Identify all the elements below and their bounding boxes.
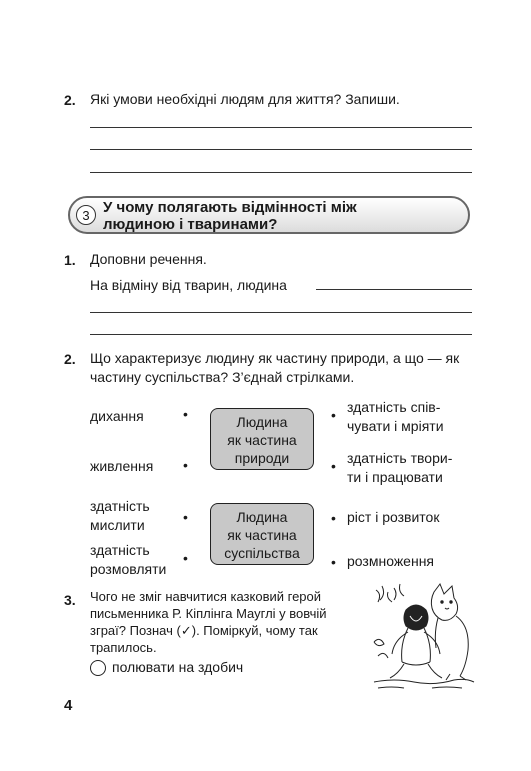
question-text-line: Чого не зміг навчитися казковий герой — [90, 589, 322, 604]
section-title-line: У чому полягають відмінності між — [103, 199, 357, 216]
matching-left-text: здатність — [90, 542, 150, 558]
matching-left-item — [90, 407, 144, 426]
mowgli-illustration — [372, 582, 477, 692]
box-text-line: Людина — [236, 509, 288, 525]
answer-line[interactable] — [90, 334, 472, 335]
question-text — [90, 588, 327, 656]
question-text — [90, 349, 459, 387]
matching-left-text: живлення — [90, 458, 154, 474]
box-text-line: Людина — [236, 414, 288, 430]
connection-dot[interactable]: • — [331, 554, 336, 570]
sentence-start: На відміну від тварин, людина — [90, 277, 287, 293]
box-text-line: природи — [234, 450, 290, 466]
answer-line[interactable] — [316, 289, 472, 290]
matching-right-item — [347, 552, 434, 571]
matching-right-item — [347, 398, 444, 436]
section-title — [103, 199, 357, 233]
question-text-line: частину суспільства? З’єднай стрілками. — [90, 369, 355, 385]
matching-right-item — [347, 508, 439, 527]
question-number: 3. — [64, 592, 76, 608]
matching-left-item — [90, 541, 166, 579]
answer-line[interactable] — [90, 312, 472, 313]
box-human-society[interactable] — [210, 503, 314, 565]
connection-dot[interactable]: • — [331, 407, 336, 423]
page-number: 4 — [64, 697, 73, 714]
matching-left-item — [90, 457, 153, 476]
option-radio[interactable] — [90, 660, 106, 676]
question-text: Доповни речення. — [90, 251, 207, 267]
matching-right-text: ти і працювати — [347, 469, 443, 485]
matching-left-text: мислити — [90, 517, 145, 533]
connection-dot[interactable]: • — [331, 458, 336, 474]
matching-right-text: розмноження — [347, 553, 435, 569]
connection-dot[interactable]: • — [183, 550, 188, 566]
box-text-line: суспільства — [224, 545, 300, 561]
answer-line[interactable] — [90, 127, 472, 128]
question-text-line: трапилось. — [90, 640, 157, 655]
matching-right-item — [347, 449, 452, 487]
connection-dot[interactable]: • — [183, 457, 188, 473]
answer-line[interactable] — [90, 149, 472, 150]
section-banner — [68, 196, 470, 234]
matching-right-text: здатність твори- — [347, 450, 453, 466]
question-number: 1. — [64, 252, 76, 268]
option-label: полювати на здобич — [112, 659, 244, 675]
answer-line[interactable] — [90, 172, 472, 173]
box-text-line: як частина — [227, 527, 297, 543]
box-text-line: як частина — [227, 432, 297, 448]
section-number-badge: 3 — [76, 205, 96, 225]
question-number: 2. — [64, 92, 76, 108]
question-number: 2. — [64, 351, 76, 367]
question-text-line: письменника Р. Кіплінга Мауглі у вовчій — [90, 606, 327, 621]
connection-dot[interactable]: • — [331, 510, 336, 526]
box-human-nature[interactable] — [210, 408, 314, 470]
matching-right-text: ріст і розвиток — [347, 509, 440, 525]
matching-left-item — [90, 497, 150, 535]
matching-left-text: здатність — [90, 498, 150, 514]
matching-left-text: розмовляти — [90, 561, 167, 577]
question-text: Які умови необхідні людям для життя? Запиши. — [90, 91, 400, 107]
matching-right-text: здатність спів- — [347, 399, 441, 415]
section-title-line: людиною і тваринами? — [103, 216, 278, 233]
question-text-line: зграї? Познач (✓). Поміркуй, чому так — [90, 623, 318, 638]
matching-left-text: дихання — [90, 408, 144, 424]
connection-dot[interactable]: • — [183, 406, 188, 422]
question-text-line: Що характеризує людину як частину природи, а що — як — [90, 350, 460, 366]
connection-dot[interactable]: • — [183, 509, 188, 525]
matching-right-text: чувати і мріяти — [347, 418, 444, 434]
